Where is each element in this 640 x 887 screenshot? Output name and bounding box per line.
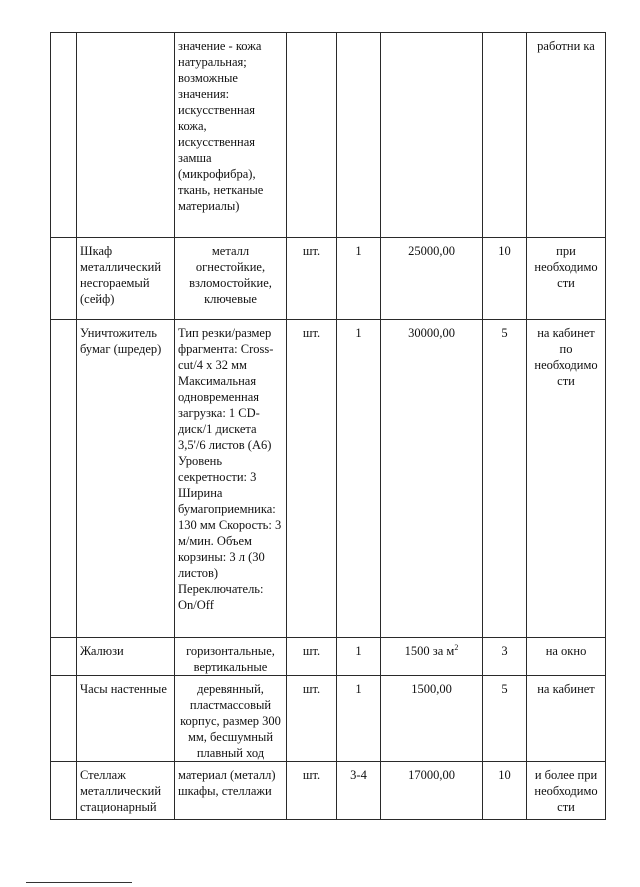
item-description-cell: горизонтальные, вертикальные — [175, 638, 287, 676]
row-number-cell — [51, 33, 77, 238]
table-row — [51, 676, 606, 762]
row-number-cell — [51, 238, 77, 320]
note-cell: при необходимо сти — [527, 238, 606, 320]
service-life-cell: 10 — [483, 762, 527, 820]
quantity-cell: 3-4 — [337, 762, 381, 820]
service-life-cell: 5 — [483, 676, 527, 762]
price-cell — [381, 33, 483, 238]
item-description-cell: Тип резки/размер фрагмента: Cross-cut/4 х 32 мм Максимальная одновременная загрузка: 1 CD-диск/1 дискета 3,5'/6 листов (А6) Уровень секретности: 3 Ширина бумагоприемника: 130 мм Скорость: 3 м/мин. Объем корзины: 3 л (30 листов) Переключатель: On/Off — [175, 320, 287, 638]
table-row — [51, 238, 606, 320]
note-cell: на кабинет по необходимо сти — [527, 320, 606, 638]
item-description-cell: металл огнестойкие, взломостойкие, ключевые — [175, 238, 287, 320]
item-description-cell: деревянный, пластмассовый корпус, размер 300 мм, бесшумный плавный ход — [175, 676, 287, 762]
unit-cell: шт. — [287, 320, 337, 638]
note-cell: работни ка — [527, 33, 606, 238]
table-row — [51, 320, 606, 638]
row-number-cell — [51, 638, 77, 676]
price-cell: 1500,00 — [381, 676, 483, 762]
item-name-cell: Стеллаж металлический стационарный — [77, 762, 175, 820]
row-number-cell — [51, 320, 77, 638]
service-life-cell: 5 — [483, 320, 527, 638]
quantity-cell: 1 — [337, 638, 381, 676]
price-unit-superscript: 2 — [454, 642, 459, 652]
quantity-cell: 1 — [337, 676, 381, 762]
item-name-cell: Уничтожитель бумаг (шредер) — [77, 320, 175, 638]
item-description-cell: материал (металл) шкафы, стеллажи — [175, 762, 287, 820]
service-life-cell — [483, 33, 527, 238]
quantity-cell: 1 — [337, 320, 381, 638]
price-cell: 17000,00 — [381, 762, 483, 820]
item-name-cell: Жалюзи — [77, 638, 175, 676]
row-number-cell — [51, 762, 77, 820]
note-cell: на окно — [527, 638, 606, 676]
item-description-cell: значение - кожа натуральная; возможные значения: искусственная кожа, искусственная замша (микрофибра), ткань, нетканые материалы) — [175, 33, 287, 238]
item-name-cell — [77, 33, 175, 238]
item-name-cell: Часы настенные — [77, 676, 175, 762]
quantity-cell: 1 — [337, 238, 381, 320]
unit-cell: шт. — [287, 762, 337, 820]
table-row — [51, 762, 606, 820]
note-cell: и более при необходимо сти — [527, 762, 606, 820]
price-cell: 30000,00 — [381, 320, 483, 638]
note-cell: на кабинет — [527, 676, 606, 762]
unit-cell: шт. — [287, 238, 337, 320]
price-cell: 25000,00 — [381, 238, 483, 320]
price-text: 1500 за м — [404, 644, 455, 658]
quantity-cell — [337, 33, 381, 238]
service-life-cell: 3 — [483, 638, 527, 676]
unit-cell: шт. — [287, 676, 337, 762]
equipment-table — [50, 32, 606, 820]
table-row — [51, 33, 606, 238]
unit-cell — [287, 33, 337, 238]
service-life-cell: 10 — [483, 238, 527, 320]
unit-cell: шт. — [287, 638, 337, 676]
row-number-cell — [51, 676, 77, 762]
price-cell — [381, 638, 483, 676]
table-row — [51, 638, 606, 676]
footnote-separator — [26, 882, 132, 883]
item-name-cell: Шкаф металлический несгораемый (сейф) — [77, 238, 175, 320]
